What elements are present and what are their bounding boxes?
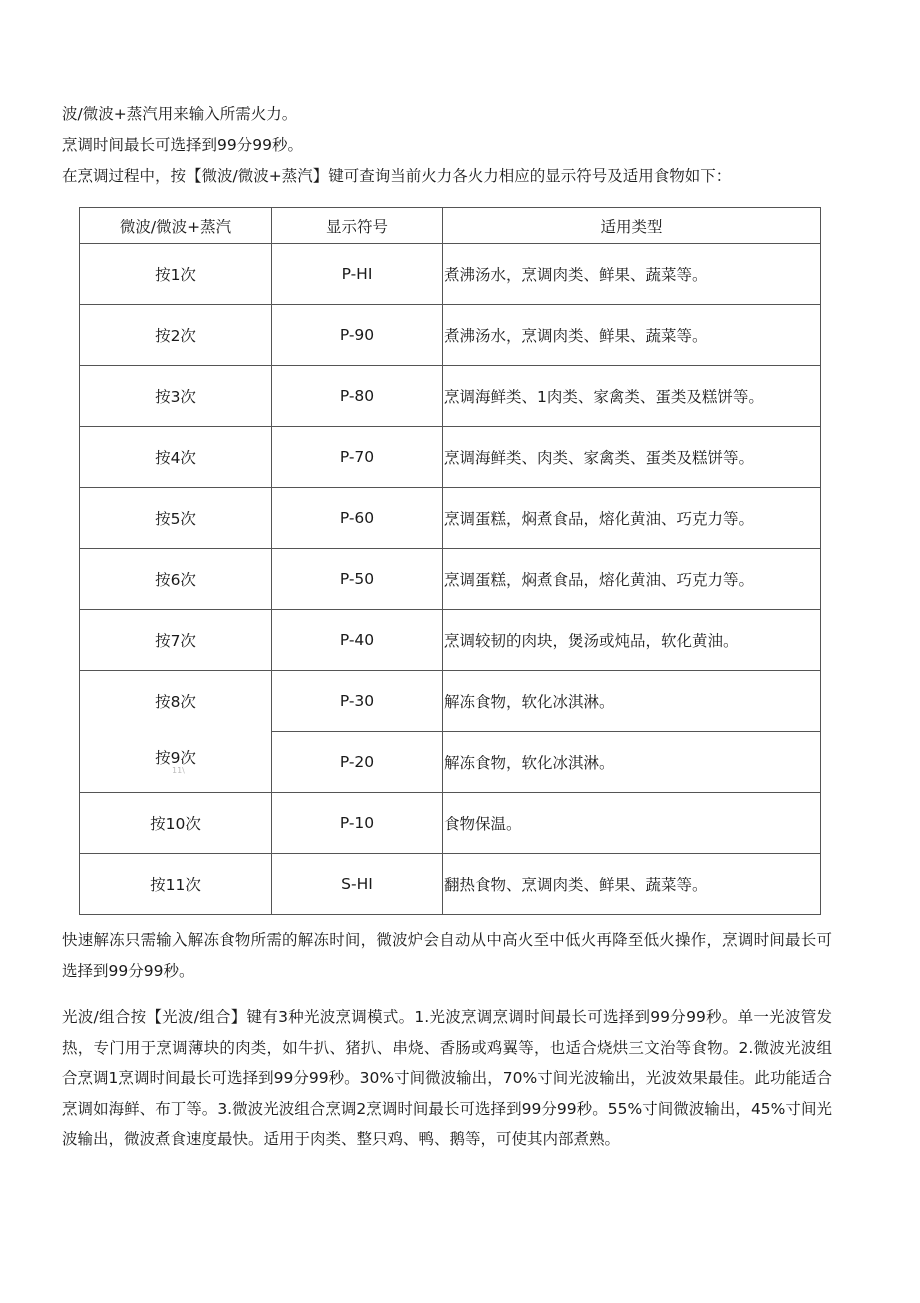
table-row xyxy=(80,610,821,671)
header-symbol: 显示符号 xyxy=(272,208,443,244)
display-symbol: P-50 xyxy=(272,549,443,610)
press-count: 按2次 xyxy=(80,305,272,366)
press-count: 按9次 xyxy=(155,749,196,767)
display-symbol: P-60 xyxy=(272,488,443,549)
suitable-use: 烹调海鲜类、1肉类、家禽类、蛋类及糕饼等。 xyxy=(443,366,821,427)
display-symbol: P-90 xyxy=(272,305,443,366)
suitable-use: 解冻食物，软化冰淇淋。 xyxy=(443,732,821,793)
press-count: 按5次 xyxy=(80,488,272,549)
press-count: 按6次 xyxy=(80,549,272,610)
faint-mark: 11\ xyxy=(172,766,185,775)
display-symbol: P-HI xyxy=(272,244,443,305)
press-count-merged xyxy=(80,671,272,793)
table-row xyxy=(80,854,821,915)
suitable-use: 解冻食物，软化冰淇淋。 xyxy=(443,671,821,732)
press-count: 按1次 xyxy=(80,244,272,305)
suitable-use: 翻热食物、烹调肉类、鲜果、蔬菜等。 xyxy=(443,854,821,915)
table-row xyxy=(80,244,821,305)
suitable-use: 烹调较韧的肉块，煲汤或炖品，软化黄油。 xyxy=(443,610,821,671)
press-count: 按3次 xyxy=(80,366,272,427)
press-count: 按4次 xyxy=(80,427,272,488)
intro-line-1: 波/微波+蒸汽用来输入所需火力。 xyxy=(62,105,298,123)
table-row xyxy=(80,671,821,732)
display-symbol: P-80 xyxy=(272,366,443,427)
suitable-use: 烹调蛋糕，焖煮食品，熔化黄油、巧克力等。 xyxy=(443,488,821,549)
header-press: 微波/微波+蒸汽 xyxy=(80,208,272,244)
suitable-use: 烹调蛋糕，焖煮食品，熔化黄油、巧克力等。 xyxy=(443,549,821,610)
suitable-use: 食物保温。 xyxy=(443,793,821,854)
table-row xyxy=(80,305,821,366)
table-row xyxy=(80,427,821,488)
intro-line-2: 烹调时间最长可选择到99分99秒。 xyxy=(62,136,303,154)
display-symbol: P-70 xyxy=(272,427,443,488)
display-symbol: P-10 xyxy=(272,793,443,854)
table-row xyxy=(80,549,821,610)
display-symbol: P-30 xyxy=(272,671,443,732)
header-use: 适用类型 xyxy=(443,208,821,244)
press-count: 按7次 xyxy=(80,610,272,671)
table-header-row xyxy=(80,208,821,244)
press-count: 按8次 xyxy=(155,693,196,711)
power-level-table xyxy=(79,207,821,915)
display-symbol: S-HI xyxy=(272,854,443,915)
suitable-use: 煮沸汤水，烹调肉类、鲜果、蔬菜等。 xyxy=(443,244,821,305)
press-count: 按11次 xyxy=(80,854,272,915)
suitable-use: 烹调海鲜类、肉类、家禽类、蛋类及糕饼等。 xyxy=(443,427,821,488)
lightwave-paragraph: 光波/组合按【光波/组合】键有3种光波烹调模式。1.光波烹调烹调时间最长可选择到99分99秒。单一光波管发热，专门用于烹调薄块的肉类，如牛扒、猪扒、串烧、香肠或鸡翼等，也适合烧烘三文治等食物。2.微波光波组合烹调1烹调时间最长可选择到99分99秒。30%寸间微波输出，70%寸间光波输出，光波效果最佳。此功能适合烹调如海鲜、布丁等。3.微波光波组合烹调2烹调时间最长可选择到99分99秒。55%寸间微波输出，45%寸间光波输出，微波煮食速度最快。适用于肉类、整只鸡、鸭、鹅等，可使其内部煮熟。 xyxy=(62,1008,832,1148)
table-row xyxy=(80,488,821,549)
intro-line-3: 在烹调过程中，按【微波/微波+蒸汽】键可查询当前火力各火力相应的显示符号及适用食物如下： xyxy=(62,167,732,185)
table-row xyxy=(80,366,821,427)
table-row xyxy=(80,793,821,854)
suitable-use: 煮沸汤水，烹调肉类、鲜果、蔬菜等。 xyxy=(443,305,821,366)
display-symbol: P-40 xyxy=(272,610,443,671)
defrost-paragraph: 快速解冻只需输入解冻食物所需的解冻时间，微波炉会自动从中高火至中低火再降至低火操作，烹调时间最长可选择到99分99秒。 xyxy=(62,931,832,980)
press-count: 按10次 xyxy=(80,793,272,854)
display-symbol: P-20 xyxy=(272,732,443,793)
